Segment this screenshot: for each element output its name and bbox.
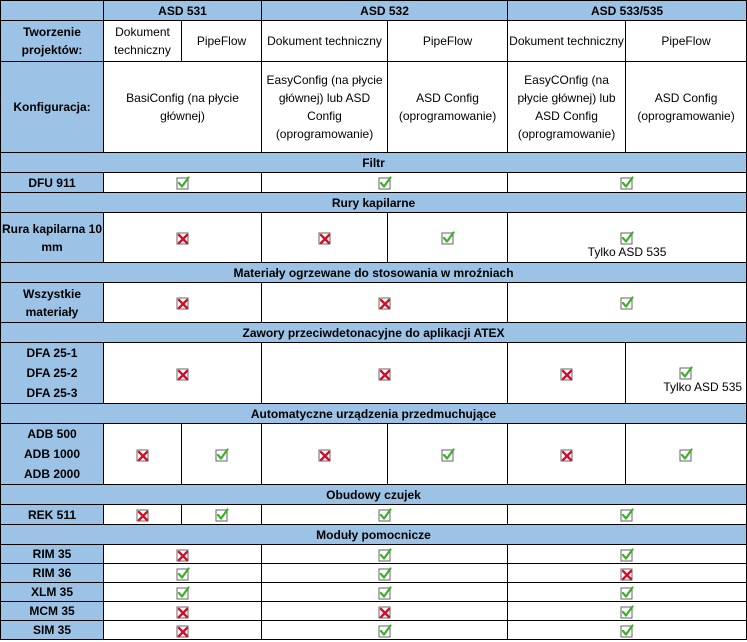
row-label-sim: SIM 35 bbox=[1, 621, 104, 640]
check-icon bbox=[441, 448, 455, 462]
rek-asd532 bbox=[262, 505, 508, 525]
rim35-asd531 bbox=[104, 545, 262, 564]
cross-icon bbox=[378, 605, 392, 619]
cross-icon bbox=[378, 296, 392, 310]
check-icon bbox=[620, 176, 634, 190]
section-rury: Rury kapilarne bbox=[1, 193, 747, 213]
adb-2000-label: ADB 2000 bbox=[23, 467, 81, 481]
check-icon bbox=[620, 624, 634, 638]
adb-asd531-pipe bbox=[182, 424, 262, 485]
header-asd532: ASD 532 bbox=[262, 1, 508, 21]
rim36-asd533 bbox=[508, 564, 747, 583]
row-label-konfiguracja: Konfiguracja: bbox=[1, 62, 104, 153]
cross-icon bbox=[560, 448, 574, 462]
check-icon bbox=[378, 624, 392, 638]
cross-icon bbox=[176, 605, 190, 619]
asd533-pipeflow: PipeFlow bbox=[626, 21, 747, 62]
cross-icon bbox=[318, 448, 332, 462]
section-moduly: Moduły pomocnicze bbox=[1, 525, 747, 545]
row-label-rim36: RIM 36 bbox=[1, 564, 104, 583]
check-icon bbox=[378, 567, 392, 581]
header-asd533: ASD 533/535 bbox=[508, 1, 747, 21]
wszystkie-asd531 bbox=[104, 283, 262, 323]
cross-icon bbox=[136, 448, 150, 462]
check-icon bbox=[378, 586, 392, 600]
dfa-25-3-label: DFA 25-3 bbox=[26, 386, 78, 400]
row-label-rim35: RIM 35 bbox=[1, 545, 104, 564]
check-icon bbox=[441, 231, 455, 245]
adb-1000-label: ADB 1000 bbox=[23, 447, 81, 461]
check-icon bbox=[620, 605, 634, 619]
asd532-pipeflow: PipeFlow bbox=[388, 21, 508, 62]
cross-icon bbox=[378, 367, 392, 381]
cross-icon bbox=[620, 567, 634, 581]
cross-icon bbox=[176, 548, 190, 562]
section-adb: Automatyczne urządzenia przedmuchujące bbox=[1, 404, 747, 424]
note-tylko-535: Tylko ASD 535 bbox=[587, 244, 667, 259]
dfa-25-2-label: DFA 25-2 bbox=[26, 366, 78, 380]
adb-asd533-doc bbox=[508, 424, 626, 485]
rim36-asd531 bbox=[104, 564, 262, 583]
check-icon bbox=[176, 586, 190, 600]
dfa-asd532 bbox=[262, 343, 508, 404]
wszystkie-asd533 bbox=[508, 283, 747, 323]
xlm-asd532 bbox=[262, 583, 508, 602]
mcm-asd532 bbox=[262, 602, 508, 621]
asd533-konfiguracja-doc: EasyCOnfig (na płycie głównej) lub ASD Config (oprogramowanie) bbox=[508, 62, 626, 153]
check-icon bbox=[679, 366, 693, 380]
dfu-asd532 bbox=[262, 173, 508, 193]
check-icon bbox=[620, 586, 634, 600]
asd532-konfiguracja-doc: EasyConfig (na płycie głównej) lub ASD Config (oprogramowanie) bbox=[262, 62, 388, 153]
sim-asd533 bbox=[508, 621, 747, 640]
adb-asd531-doc bbox=[104, 424, 182, 485]
rim36-asd532 bbox=[262, 564, 508, 583]
section-filtr: Filtr bbox=[1, 153, 747, 173]
section-obudowy: Obudowy czujek bbox=[1, 485, 747, 505]
xlm-asd531 bbox=[104, 583, 262, 602]
check-icon bbox=[176, 567, 190, 581]
check-icon bbox=[620, 508, 634, 522]
cross-icon bbox=[176, 231, 190, 245]
check-icon bbox=[620, 548, 634, 562]
note-tylko-535-dfa: Tylko ASD 535 bbox=[663, 380, 743, 394]
sim-asd532 bbox=[262, 621, 508, 640]
rura-asd533 bbox=[508, 213, 747, 263]
asd533-dokument: Dokument techniczny bbox=[508, 21, 626, 62]
adb-asd532-pipe bbox=[388, 424, 508, 485]
check-icon bbox=[620, 231, 634, 245]
row-label-rura: Rura kapilarna 10 mm bbox=[1, 213, 104, 263]
dfa-25-1-label: DFA 25-1 bbox=[26, 346, 78, 360]
check-icon bbox=[620, 296, 634, 310]
check-icon bbox=[378, 548, 392, 562]
adb-asd532-doc bbox=[262, 424, 388, 485]
dfu-asd531 bbox=[104, 173, 262, 193]
mcm-asd533 bbox=[508, 602, 747, 621]
adb-asd533-pipe bbox=[626, 424, 747, 485]
sim-asd531 bbox=[104, 621, 262, 640]
rek-asd533 bbox=[508, 505, 747, 525]
row-label-xlm: XLM 35 bbox=[1, 583, 104, 602]
row-label-dfa bbox=[1, 343, 104, 404]
section-zawory: Zawory przeciwdetonacyjne do aplikacji ATEX bbox=[1, 323, 747, 343]
section-materialy: Materiały ogrzewane do stosowania w mroźniach bbox=[1, 263, 747, 283]
asd532-konfiguracja-pipe: ASD Config (oprogramowanie) bbox=[388, 62, 508, 153]
asd531-dokument: Dokument techniczny bbox=[104, 21, 182, 62]
xlm-asd533 bbox=[508, 583, 747, 602]
dfa-asd531 bbox=[104, 343, 262, 404]
cross-icon bbox=[136, 508, 150, 522]
cross-icon bbox=[176, 367, 190, 381]
cross-icon bbox=[176, 296, 190, 310]
check-icon bbox=[215, 448, 229, 462]
check-icon bbox=[378, 176, 392, 190]
rim35-asd532 bbox=[262, 545, 508, 564]
rura-asd531 bbox=[104, 213, 262, 263]
row-label-dfu: DFU 911 bbox=[1, 173, 104, 193]
wszystkie-asd532 bbox=[262, 283, 508, 323]
row-label-rek: REK 511 bbox=[1, 505, 104, 525]
adb-500-label: ADB 500 bbox=[27, 427, 77, 441]
asd531-konfiguracja: BasiConfig (na płycie głównej) bbox=[104, 62, 262, 153]
cross-icon bbox=[176, 624, 190, 638]
mcm-asd531 bbox=[104, 602, 262, 621]
asd532-dokument: Dokument techniczny bbox=[262, 21, 388, 62]
header-asd531: ASD 531 bbox=[104, 1, 262, 21]
row-label-wszystkie: Wszystkie materiały bbox=[1, 283, 104, 323]
dfa-asd533-doc bbox=[508, 343, 626, 404]
asd531-pipeflow: PipeFlow bbox=[182, 21, 262, 62]
check-icon bbox=[378, 508, 392, 522]
corner-cell bbox=[1, 1, 104, 21]
asd533-konfiguracja-pipe: ASD Config (oprogramowanie) bbox=[626, 62, 747, 153]
rura-asd532-pipe bbox=[388, 213, 508, 263]
rura-asd532-doc bbox=[262, 213, 388, 263]
cross-icon bbox=[318, 231, 332, 245]
row-label-adb bbox=[1, 424, 104, 485]
check-icon bbox=[176, 176, 190, 190]
check-icon bbox=[679, 448, 693, 462]
check-icon bbox=[215, 508, 229, 522]
rek-asd531-pipe bbox=[182, 505, 262, 525]
dfu-asd533 bbox=[508, 173, 747, 193]
cross-icon bbox=[560, 367, 574, 381]
rim35-asd533 bbox=[508, 545, 747, 564]
row-label-tworzenie: Tworzenie projektów: bbox=[1, 21, 104, 62]
rek-asd531-doc bbox=[104, 505, 182, 525]
row-label-mcm: MCM 35 bbox=[1, 602, 104, 621]
dfa-asd533-pipe bbox=[626, 343, 747, 404]
